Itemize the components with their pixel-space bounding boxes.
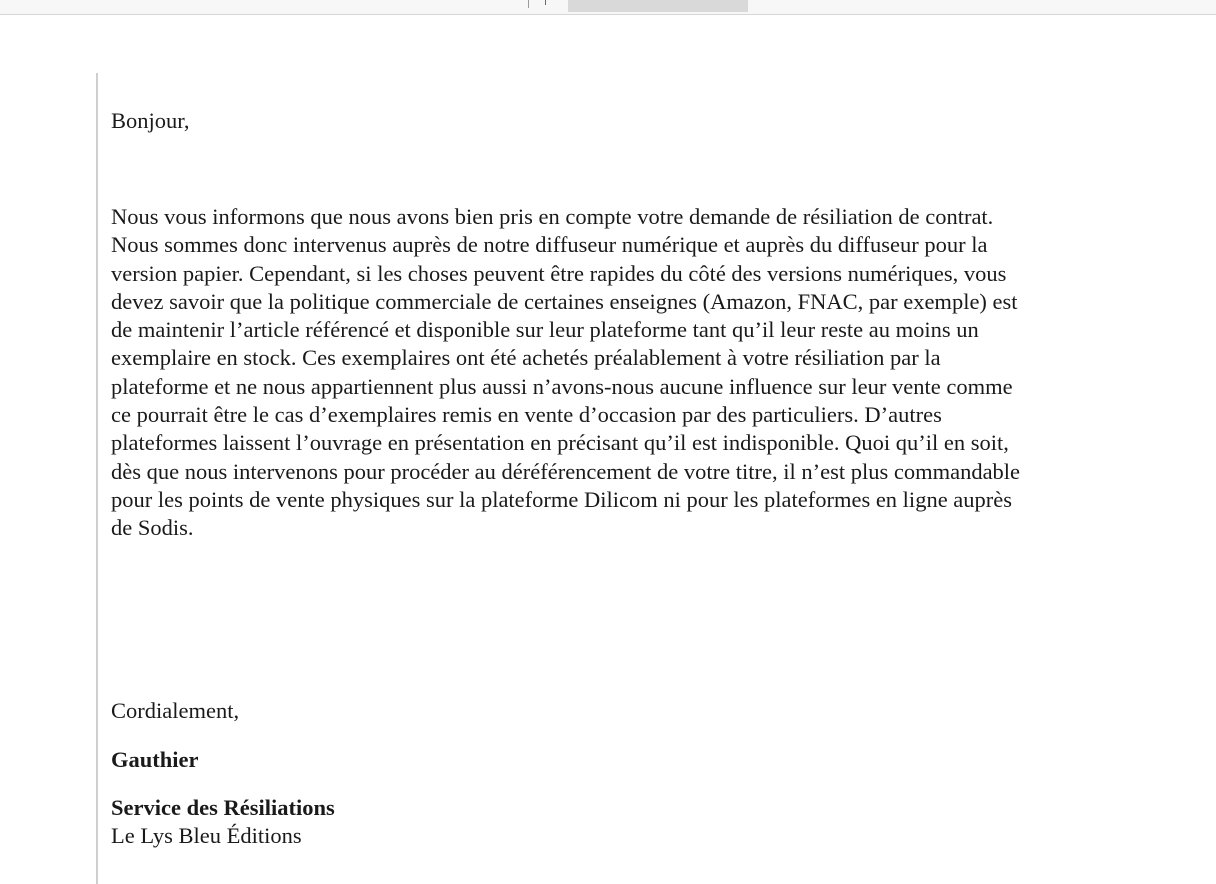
body-line: pour les points de vente physiques sur la plateforme Dilicom ni pour les plateformes en ligne auprès bbox=[111, 486, 1013, 512]
email-signature bbox=[111, 794, 335, 851]
toolbar-tab[interactable] bbox=[568, 0, 748, 12]
body-line: version papier. Cependant, si les choses peuvent être rapides du côté des versions numériques, vous bbox=[111, 260, 1007, 286]
signature-department: Service des Résiliations bbox=[111, 795, 335, 820]
body-line: devez savoir que la politique commerciale de certaines enseignes (Amazon, FNAC, par exemple) est bbox=[111, 288, 1018, 314]
toolbar-tick bbox=[545, 0, 546, 5]
toolbar-divider bbox=[528, 0, 529, 8]
email-closing: Cordialement, bbox=[111, 698, 240, 723]
body-line: Nous sommes donc intervenus auprès de notre diffuseur numérique et auprès du diffuseur pour la bbox=[111, 232, 988, 258]
quote-bar bbox=[96, 73, 98, 884]
body-line: plateforme et ne nous appartiennent plus aussi n’avons-nous aucune influence sur leur vente comme bbox=[111, 373, 1013, 399]
body-line: de Sodis. bbox=[111, 515, 194, 541]
top-toolbar-strip bbox=[0, 0, 1216, 15]
body-line: dès que nous intervenons pour procéder au déréférencement de votre titre, il n’est plus commandable bbox=[111, 458, 1021, 484]
body-line: de maintenir l’article référencé et disponible sur leur plateforme tant qu’il leur reste au moins un bbox=[111, 317, 979, 343]
body-line: Nous vous informons que nous avons bien pris en compte votre demande de résiliation de contrat. bbox=[111, 204, 994, 229]
email-body bbox=[111, 203, 1131, 543]
body-line: plateformes laissent l’ouvrage en présentation en précisant qu’il est indisponible. Quoi qu’il en soit, bbox=[111, 430, 1009, 456]
body-line: ce pourrait être le cas d’exemplaires remis en vente d’occasion par des particuliers. D’autres bbox=[111, 402, 942, 428]
sender-name: Gauthier bbox=[111, 747, 199, 772]
email-greeting: Bonjour, bbox=[111, 108, 190, 133]
body-line: exemplaire en stock. Ces exemplaires ont été achetés préalablement à votre résiliation par la bbox=[111, 345, 941, 371]
signature-company: Le Lys Bleu Éditions bbox=[111, 823, 302, 849]
